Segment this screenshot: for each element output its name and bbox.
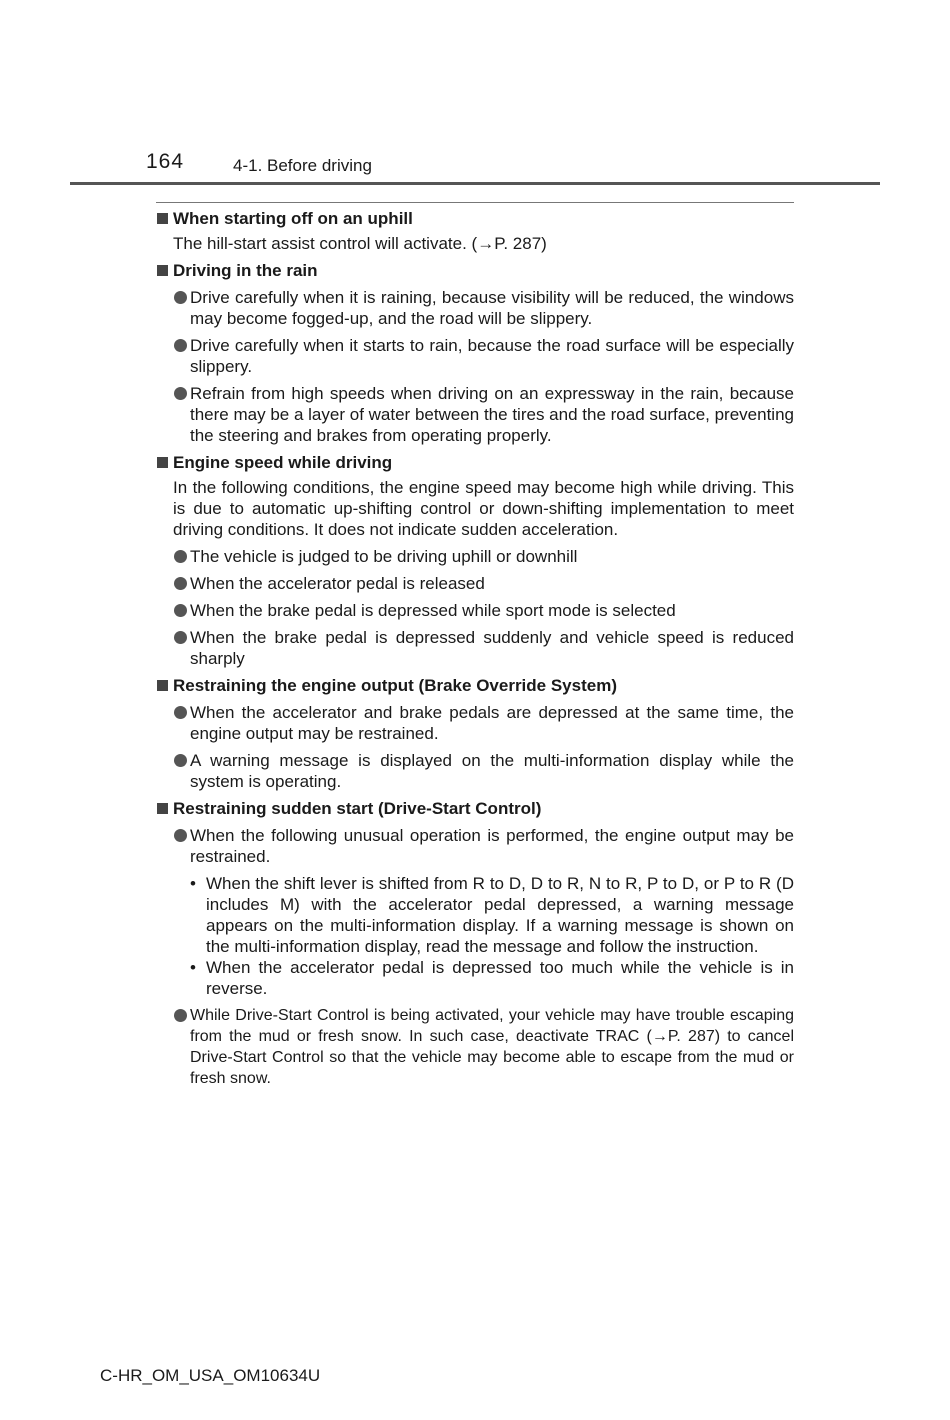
bullet-item: When the accelerator pedal is released [156,573,794,594]
bullet-item: Drive carefully when it starts to rain, because the road surface will be especially slippery. [156,335,794,377]
section-heading: Engine speed while driving [156,452,794,473]
paragraph: In the following conditions, the engine speed may become high while driving. This is due to automatic up-shifting control or down-shifting implementation to meet driving conditions. It does not indicate sudden acceleration. [173,478,794,539]
section-label: 4-1. Before driving [233,156,372,175]
bullet-item: The vehicle is judged to be driving uphill or downhill [156,546,794,567]
section-heading: Driving in the rain [156,260,794,281]
circle-bullet-icon [174,829,187,842]
circle-bullet-icon [174,291,187,304]
square-bullet-icon [157,680,168,691]
circle-bullet-icon [174,577,187,590]
bullet-item: While Drive-Start Control is being activated, your vehicle may have trouble escaping from the mud or fresh snow. In such case, deactivate TRAC (→P. 287) to cancel Drive-Start Control so that the vehicle may become able to escape from the mud or fresh snow. [156,1005,794,1089]
circle-bullet-icon [174,387,187,400]
circle-bullet-icon [174,754,187,767]
circle-bullet-icon [174,604,187,617]
square-bullet-icon [157,457,168,468]
page-content [156,208,794,1089]
section-heading: Restraining sudden start (Drive-Start Control) [156,798,794,819]
bullet-item: When the brake pedal is depressed while sport mode is selected [156,600,794,621]
header-rule [70,182,880,185]
sub-bullet-item: • When the shift lever is shifted from R to D, D to R, N to R, P to D, or P to R (D includes M) with the accelerator pedal depressed, a warning message appears on the multi-information display. If a warning message is shown on the multi-information display, read the message and follow the instruction. [190,874,794,956]
page-number: 164 [146,150,185,173]
content-rule [156,202,794,203]
document-code: C-HR_OM_USA_OM10634U [100,1366,321,1385]
circle-bullet-icon [174,1009,187,1022]
circle-bullet-icon [174,631,187,644]
bullet-item: When the accelerator and brake pedals are depressed at the same time, the engine output may be restrained. [156,702,794,744]
circle-bullet-icon [174,550,187,563]
circle-bullet-icon [174,339,187,352]
sub-bullet-marker: • [190,958,196,977]
section-heading: Restraining the engine output (Brake Override System) [156,675,794,696]
square-bullet-icon [157,265,168,276]
square-bullet-icon [157,213,168,224]
sub-bullet-marker: • [190,874,196,893]
bullet-item: Refrain from high speeds when driving on an expressway in the rain, because there may be a layer of water between the tires and the road surface, preventing the steering and brakes from operating properly. [156,383,794,446]
section-heading: When starting off on an uphill [156,208,794,229]
bullet-item: Drive carefully when it is raining, because visibility will be reduced, the windows may become fogged-up, and the road will be slippery. [156,287,794,329]
paragraph: The hill-start assist control will activate. (→P. 287) [173,234,547,253]
sub-bullet-item: • When the accelerator pedal is depressed too much while the vehicle is in reverse. [190,958,794,998]
square-bullet-icon [157,803,168,814]
bullet-item: When the brake pedal is depressed suddenly and vehicle speed is reduced sharply [156,627,794,669]
bullet-item: When the following unusual operation is performed, the engine output may be restrained. [156,825,794,867]
circle-bullet-icon [174,706,187,719]
bullet-item: A warning message is displayed on the multi-information display while the system is operating. [156,750,794,792]
